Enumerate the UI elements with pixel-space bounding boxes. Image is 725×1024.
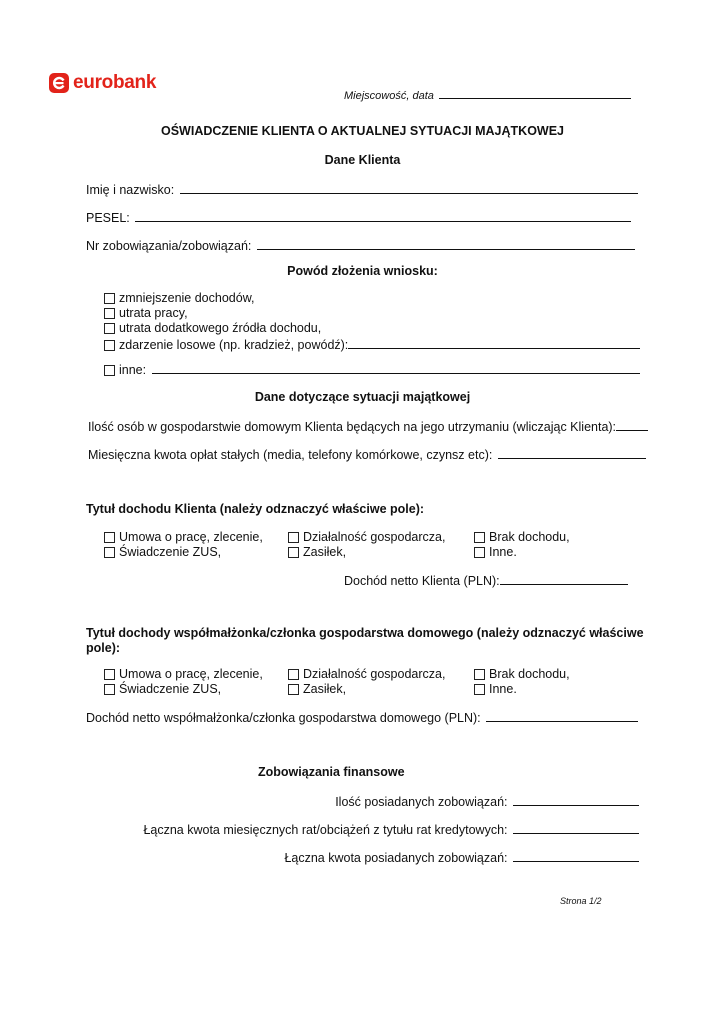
income-option[interactable]: Świadczenie ZUS, xyxy=(104,545,221,560)
checkbox[interactable] xyxy=(104,669,115,680)
pesel-input-line[interactable] xyxy=(135,209,631,222)
reason-option[interactable]: zmniejszenie dochodów, xyxy=(104,291,640,306)
fees-field xyxy=(88,446,646,462)
liabilities-total-field xyxy=(284,849,639,865)
brand-name: eurobank xyxy=(73,72,157,93)
place-date-field xyxy=(344,86,631,102)
page-number: Strona 1/2 xyxy=(560,896,602,906)
eurobank-logo xyxy=(49,72,156,94)
persons-field xyxy=(88,418,648,434)
income-option[interactable]: Działalność gospodarcza, xyxy=(288,530,445,545)
liabilities-monthly-line[interactable] xyxy=(513,821,639,834)
liabilities-count-field xyxy=(335,793,639,809)
client-net-income-field xyxy=(344,572,628,588)
reason-heading: Powód złożenia wniosku: xyxy=(287,264,438,278)
checkbox[interactable] xyxy=(288,532,299,543)
place-date-label: Miejscowość, data xyxy=(344,90,434,102)
client-income-heading: Tytuł dochodu Klienta (należy odznaczyć właściwe pole): xyxy=(86,502,425,516)
income-option[interactable]: Brak dochodu, xyxy=(474,667,570,682)
income-option[interactable]: Brak dochodu, xyxy=(474,530,570,545)
reason-option[interactable]: utrata pracy, xyxy=(104,306,640,321)
place-date-line[interactable] xyxy=(439,86,631,99)
checkbox[interactable] xyxy=(288,684,299,695)
liabilities-total-label: Łączna kwota posiadanych zobowiązań: xyxy=(284,851,508,865)
spouse-net-income-line[interactable] xyxy=(486,709,638,722)
fees-input-line[interactable] xyxy=(498,446,646,459)
fees-label: Miesięczna kwota opłat stałych (media, telefony komórkowe, czynsz etc): xyxy=(88,448,493,462)
income-option[interactable]: Zasiłek, xyxy=(288,682,346,697)
client-net-income-line[interactable] xyxy=(500,572,628,585)
spouse-income-heading: Tytuł dochody współmałżonka/członka gospodarstwa domowego (należy odznaczyć właściwe pole): xyxy=(86,626,644,655)
pesel-label: PESEL: xyxy=(86,211,130,225)
income-option[interactable]: Umowa o pracę, zlecenie, xyxy=(104,530,263,545)
liabilities-monthly-field xyxy=(143,821,639,837)
checkbox[interactable] xyxy=(288,547,299,558)
client-data-heading: Dane Klienta xyxy=(324,153,401,167)
document-title: OŚWIADCZENIE KLIENTA O AKTUALNEJ SYTUACJI MAJĄTKOWEJ xyxy=(160,124,565,138)
pesel-field xyxy=(86,209,631,225)
eurobank-logo-icon xyxy=(49,73,69,93)
assets-heading: Dane dotyczące sytuacji majątkowej xyxy=(254,390,471,404)
checkbox[interactable] xyxy=(288,669,299,680)
checkbox[interactable] xyxy=(104,323,115,334)
checkbox[interactable] xyxy=(104,293,115,304)
checkbox[interactable] xyxy=(104,308,115,319)
checkbox[interactable] xyxy=(104,365,115,376)
checkbox[interactable] xyxy=(474,684,485,695)
checkbox[interactable] xyxy=(474,669,485,680)
reason-option[interactable]: zdarzenie losowe (np. kradzież, powódź): xyxy=(104,336,640,353)
persons-label: Ilość osób w gospodarstwie domowym Klienta będących na jego utrzymaniu (wliczając Klienta): xyxy=(88,420,617,434)
reason-other-line[interactable] xyxy=(152,361,640,374)
checkbox[interactable] xyxy=(104,547,115,558)
reason-other-option[interactable] xyxy=(104,361,640,377)
reason-other-label: inne: xyxy=(119,363,147,377)
liabilities-monthly-label: Łączna kwota miesięcznych rat/obciążeń z tytułu rat kredytowych: xyxy=(143,823,508,837)
obligation-number-label: Nr zobowiązania/zobowiązań: xyxy=(86,239,252,253)
obligation-number-input-line[interactable] xyxy=(257,237,635,250)
income-option[interactable]: Inne. xyxy=(474,545,517,560)
income-option[interactable]: Umowa o pracę, zlecenie, xyxy=(104,667,263,682)
liabilities-total-line[interactable] xyxy=(513,849,639,862)
name-label: Imię i nazwisko: xyxy=(86,183,175,197)
name-field xyxy=(86,181,638,197)
reason-option[interactable]: utrata dodatkowego źródła dochodu, xyxy=(104,321,640,336)
liabilities-heading: Zobowiązania finansowe xyxy=(258,765,405,779)
spouse-net-income-label: Dochód netto współmałżonka/członka gospodarstwa domowego (PLN): xyxy=(86,711,481,725)
checkbox[interactable] xyxy=(474,547,485,558)
checkbox[interactable] xyxy=(474,532,485,543)
checkbox[interactable] xyxy=(104,532,115,543)
checkbox[interactable] xyxy=(104,684,115,695)
spouse-net-income-field xyxy=(86,709,638,725)
income-option[interactable]: Działalność gospodarcza, xyxy=(288,667,445,682)
client-net-income-label: Dochód netto Klienta (PLN): xyxy=(344,574,500,588)
liabilities-count-label: Ilość posiadanych zobowiązań: xyxy=(335,795,508,809)
obligation-number-field xyxy=(86,237,635,253)
reason-random-event-line[interactable] xyxy=(348,336,640,349)
income-option[interactable]: Świadczenie ZUS, xyxy=(104,682,221,697)
income-option[interactable]: Inne. xyxy=(474,682,517,697)
reason-options xyxy=(104,291,640,353)
name-input-line[interactable] xyxy=(180,181,638,194)
income-option[interactable]: Zasiłek, xyxy=(288,545,346,560)
persons-input-line[interactable] xyxy=(616,418,648,431)
checkbox[interactable] xyxy=(104,340,115,351)
liabilities-count-line[interactable] xyxy=(513,793,639,806)
